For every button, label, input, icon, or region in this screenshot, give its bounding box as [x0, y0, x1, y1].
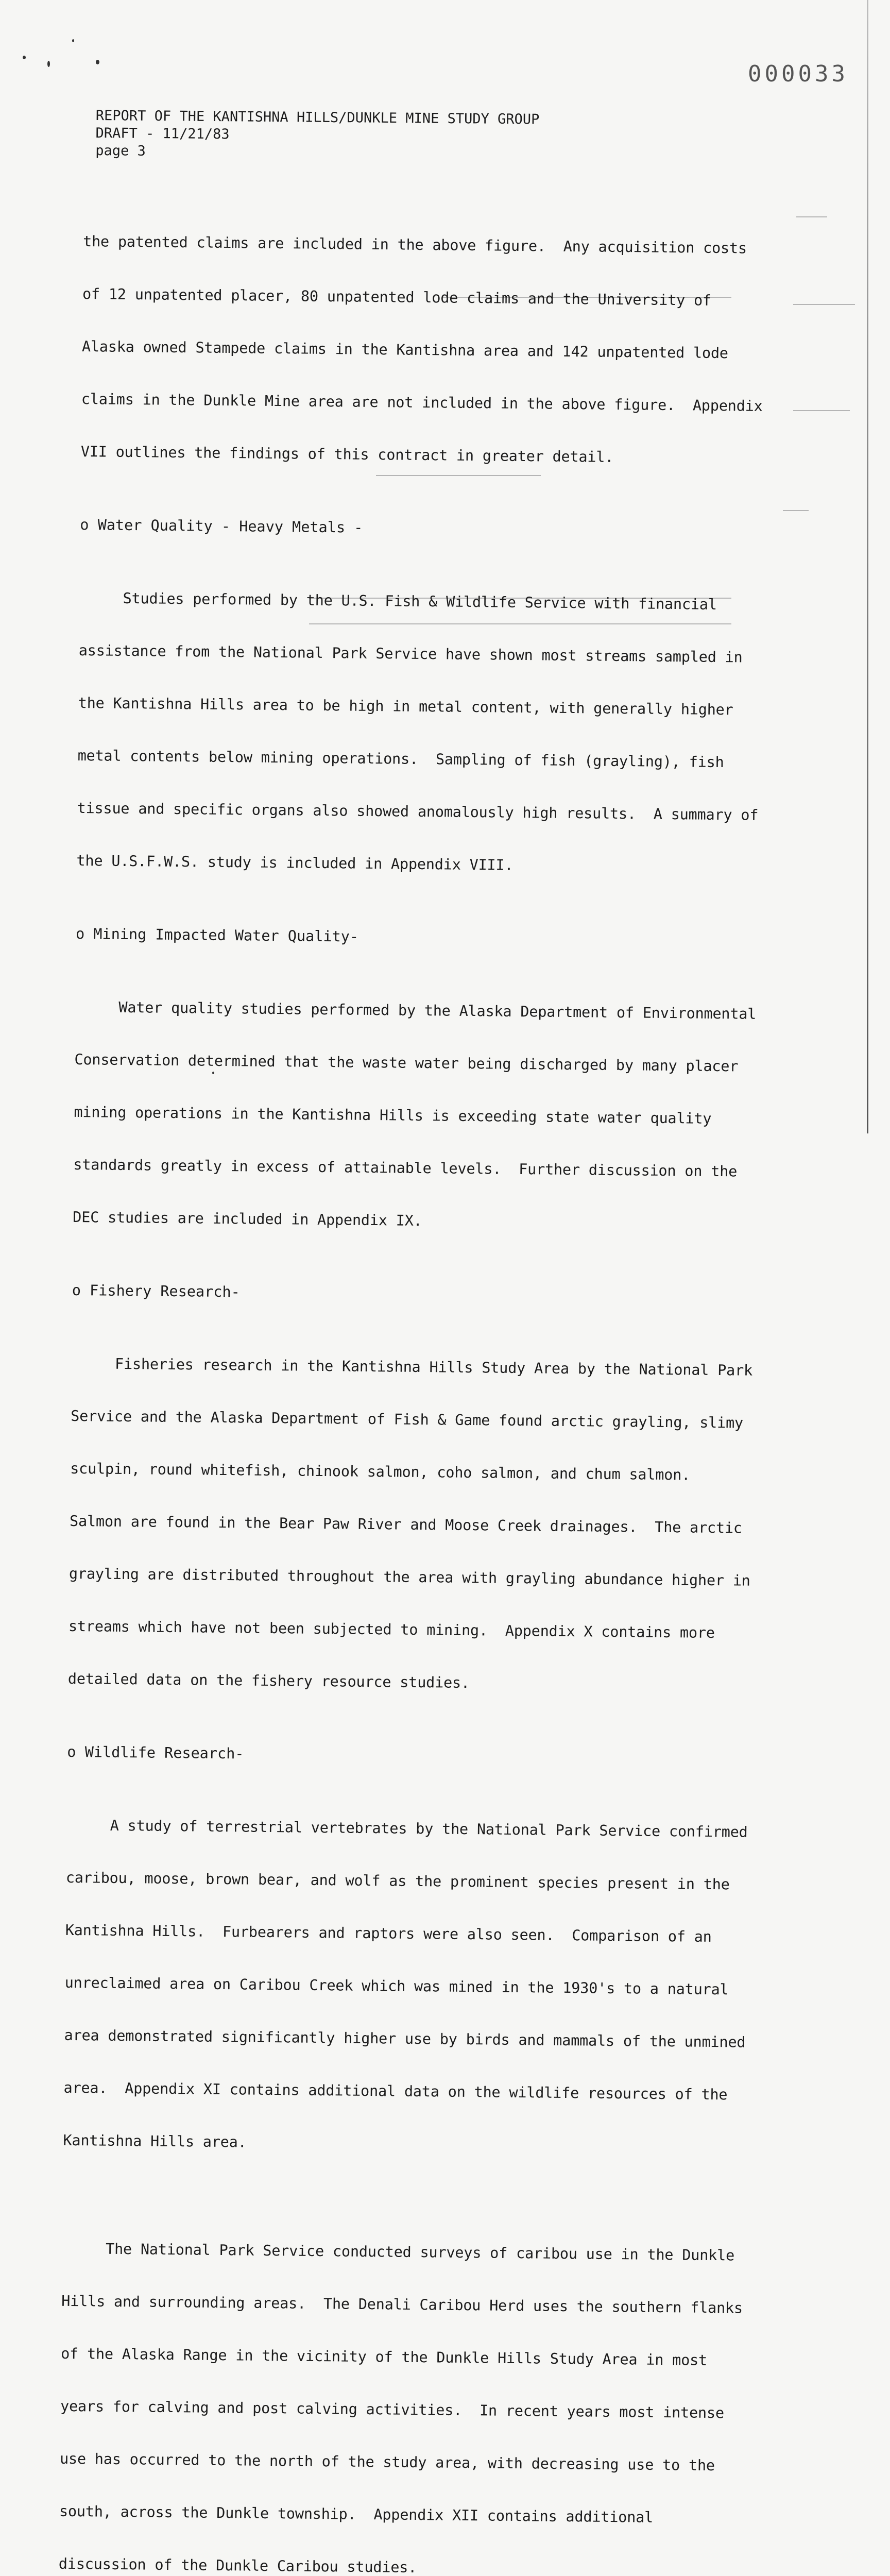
- text-line: assistance from the National Park Service have shown most streams sampled in: [78, 641, 743, 666]
- text-line: The National Park Service conducted surveys of caribou use in the Dunkle: [62, 2240, 735, 2264]
- text-line: VII outlines the findings of this contract in greater detail.: [80, 443, 614, 466]
- text-line: Alaska owned Stampede claims in the Kantishna area and 142 unpatented lode: [81, 337, 729, 362]
- text-line: of the Alaska Range in the vicinity of the Dunkle Hills Study Area in most: [61, 2345, 708, 2369]
- text-line: Fisheries research in the Kantishna Hills Study Area by the National Park: [71, 1354, 753, 1379]
- scan-speck: [96, 60, 99, 64]
- text-line: claims in the Dunkle Mine area are not included in the above figure. Appendix: [81, 390, 763, 415]
- report-body: [58, 198, 794, 2576]
- page-number: page 3: [95, 142, 146, 159]
- scan-noise: [793, 304, 855, 305]
- text-line: south, across the Dunkle township. Appendix XII contains additional: [59, 2502, 654, 2526]
- intro-paragraph: [80, 198, 794, 503]
- scan-speck: [23, 56, 26, 59]
- text-line: the U.S.F.W.S. study is included in Appendix VIII.: [76, 852, 514, 874]
- text-line: Conservation determined that the waste water being discharged by many placer: [74, 1050, 739, 1075]
- scan-noise: [796, 216, 827, 217]
- text-line: the patented claims are included in the above figure. Any acquisition costs: [82, 232, 747, 257]
- report-title: REPORT OF THE KANTISHNA HILLS/DUNKLE MINE STUDY GROUP: [95, 107, 540, 128]
- scan-speck: [72, 39, 74, 42]
- text-line: years for calving and post calving activities. In recent years most intense: [60, 2397, 725, 2422]
- section-heading-water-quality: o Water Quality - Heavy Metals -: [80, 516, 363, 536]
- text-line: Salmon are found in the Bear Paw River and Moose Creek drainages. The arctic: [69, 1512, 743, 1537]
- text-line: detailed data on the fishery resource studies.: [67, 1670, 470, 1692]
- text-line: discussion of the Dunkle Caribou studies.: [58, 2555, 417, 2576]
- text-line: use has occurred to the north of the study area, with decreasing use to the: [59, 2450, 715, 2475]
- fishery-research-paragraph: [67, 1320, 782, 1730]
- text-line: Kantishna Hills area.: [63, 2131, 247, 2151]
- text-line: DEC studies are included in Appendix IX.: [73, 1208, 422, 1229]
- text-line: mining operations in the Kantishna Hills is exceeding state water quality: [74, 1103, 712, 1127]
- text-line: Service and the Alaska Department of Fish & Game found arctic grayling, slimy: [71, 1407, 744, 1432]
- text-line: of 12 unpatented placer, 80 unpatented lode claims and the University of: [82, 285, 712, 309]
- report-header: [95, 107, 714, 165]
- text-line: tissue and specific organs also showed anomalously high results. A summary of: [77, 799, 759, 824]
- water-quality-paragraph: [76, 554, 791, 912]
- text-line: the Kantishna Hills area to be high in metal content, with generally higher: [78, 694, 733, 719]
- text-line: caribou, moose, brown bear, and wolf as the prominent species present in the: [65, 1869, 730, 1893]
- scan-edge: [867, 0, 868, 1133]
- mining-water-quality-paragraph: [72, 963, 786, 1268]
- text-line: area demonstrated significantly higher use by birds and mammals of the unmined: [64, 2026, 746, 2051]
- text-line: streams which have not been subjected to mining. Appendix X contains more: [68, 1617, 715, 1641]
- section-heading-mining-water-quality: o Mining Impacted Water Quality-: [75, 925, 359, 945]
- text-line: Water quality studies performed by the Alaska Department of Environmental: [75, 998, 757, 1023]
- wildlife-research-paragraph: [63, 1782, 778, 2192]
- scan-speck: [47, 61, 50, 67]
- draft-date: DRAFT - 11/21/83: [95, 125, 230, 143]
- text-line: unreclaimed area on Caribou Creek which was mined in the 1930's to a natural: [64, 1974, 729, 1998]
- scan-noise: [793, 410, 850, 411]
- text-line: Kantishna Hills. Furbearers and raptors were also seen. Comparison of an: [65, 1921, 712, 1945]
- text-line: Studies performed by the U.S. Fish & Wildlife Service with financial: [79, 589, 717, 613]
- section-heading-fishery-research: o Fishery Research-: [72, 1281, 240, 1301]
- section-heading-wildlife-research: o Wildlife Research-: [67, 1743, 244, 1762]
- text-line: Hills and surrounding areas. The Denali Caribou Herd uses the southern flanks: [61, 2292, 743, 2317]
- text-line: metal contents below mining operations. Sampling of fish (grayling), fish: [77, 747, 724, 771]
- text-line: standards greatly in excess of attainable levels. Further discussion on the: [73, 1156, 738, 1180]
- text-line: A study of terrestrial vertebrates by the National Park Service confirmed: [66, 1816, 748, 1841]
- caribou-survey-paragraph: [58, 2205, 773, 2576]
- document-number: 000033: [748, 61, 848, 87]
- text-line: grayling are distributed throughout the area with grayling abundance higher in: [69, 1565, 750, 1589]
- text-line: area. Appendix XI contains additional data on the wildlife resources of the: [63, 2079, 728, 2104]
- text-line: sculpin, round whitefish, chinook salmon, coho salmon, and chum salmon.: [70, 1460, 691, 1484]
